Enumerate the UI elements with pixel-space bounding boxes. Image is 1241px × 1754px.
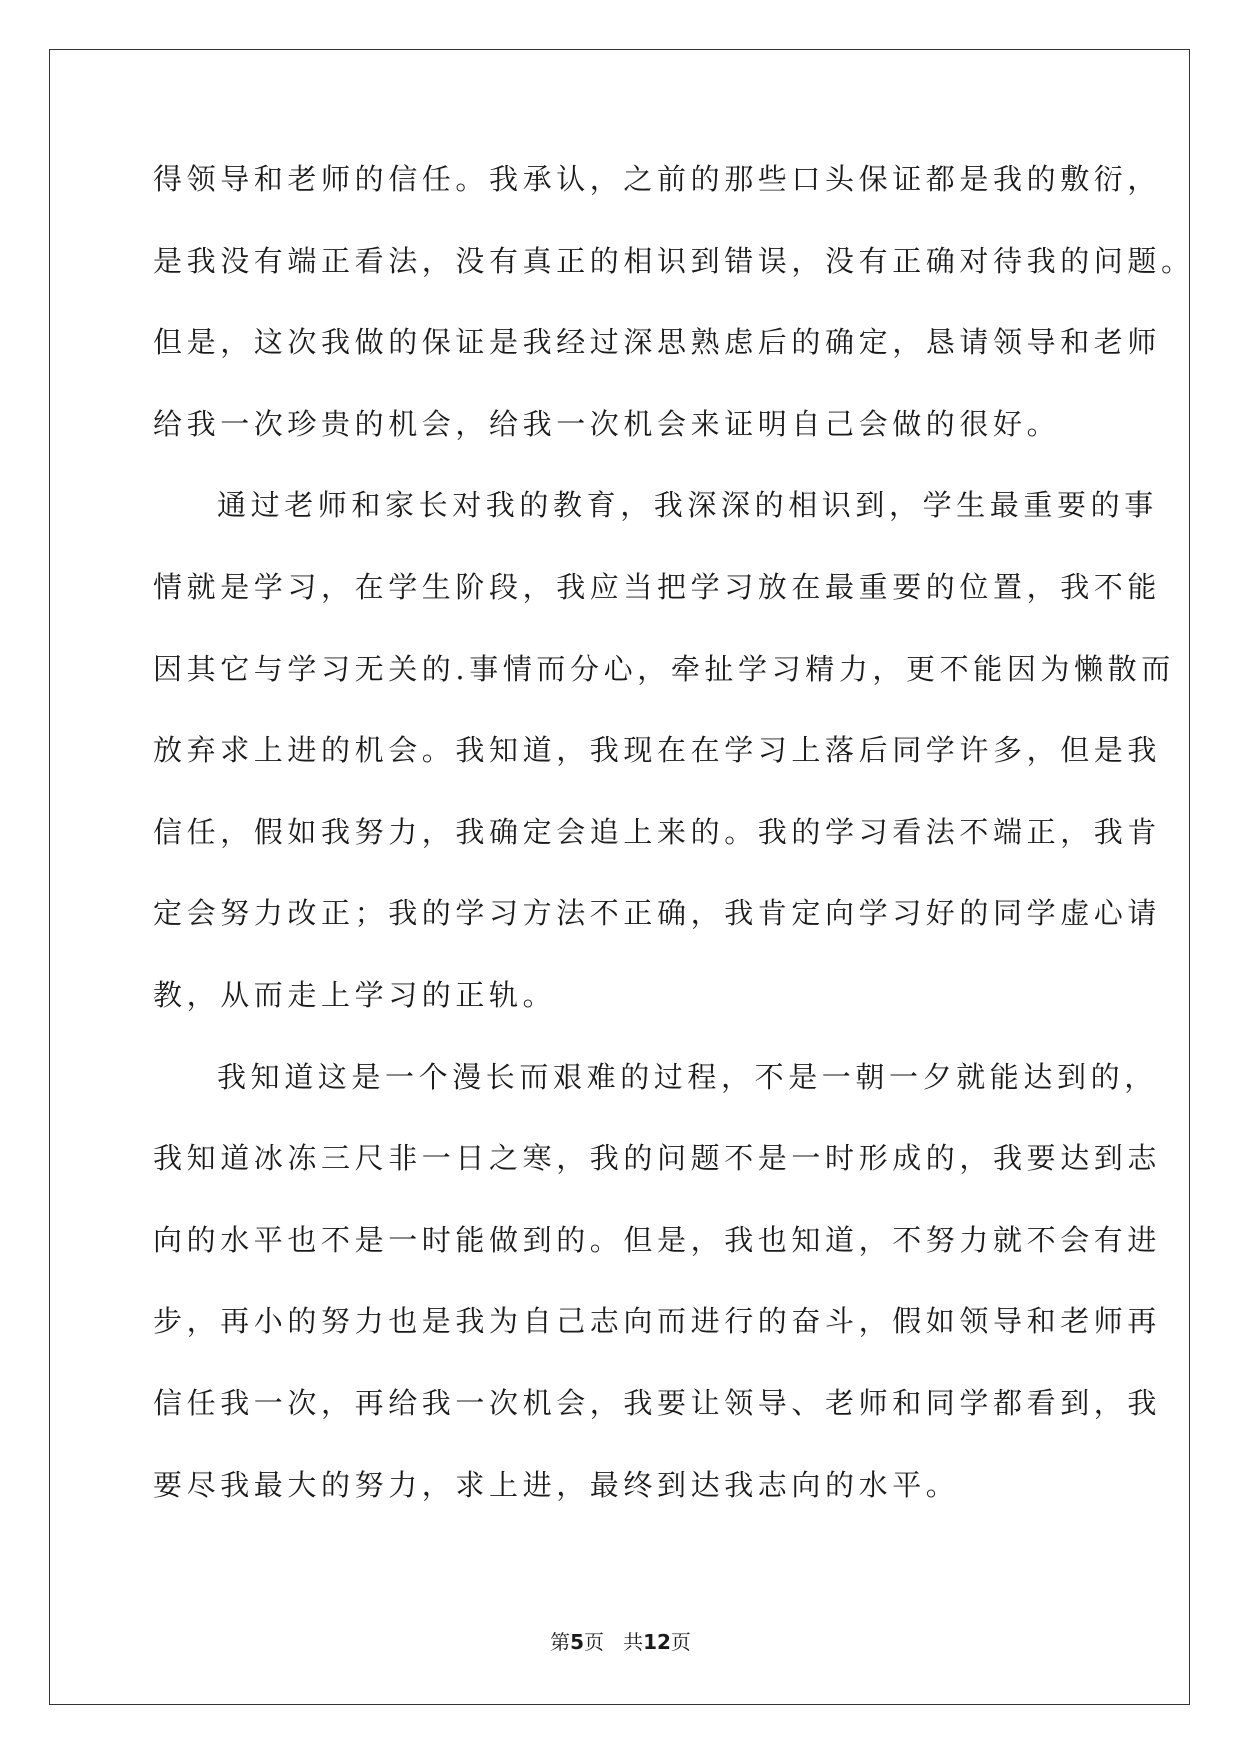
page-prefix: 第 — [550, 1630, 571, 1654]
text-line: 向的水平也不是一时能做到的。但是，我也知道，不努力就不会有进 — [153, 1222, 1162, 1257]
text-line: 通过老师和家长对我的教育，我深深的相识到，学生最重要的事 — [217, 488, 1158, 523]
text-line: 信任我一次，再给我一次机会，我要让领导、老师和同学都看到，我 — [153, 1385, 1162, 1420]
text-line: 但是，这次我做的保证是我经过深思熟虑后的确定，恳请领导和老师 — [153, 325, 1162, 360]
text-line: 得领导和老师的信任。我承认，之前的那些口头保证都是我的敷衍， — [153, 162, 1162, 196]
page-number: 5 — [570, 1630, 584, 1654]
total-prefix: 共 — [623, 1630, 644, 1654]
text-line: 给我一次珍贵的机会，给我一次机会来证明自己会做的很好。 — [153, 406, 1061, 441]
text-line: 我知道这是一个漫长而艰难的过程，不是一朝一夕就能达到的， — [217, 1059, 1158, 1094]
text-line: 要尽我最大的努力，求上进，最终到达我志向的水平。 — [153, 1467, 960, 1502]
text-line: 定会努力改正；我的学习方法不正确，我肯定向学习好的同学虚心请 — [153, 896, 1162, 931]
text-line: 信任，假如我努力，我确定会追上来的。我的学习看法不端正，我肯 — [153, 814, 1162, 849]
total-pages: 12 — [643, 1630, 671, 1654]
text-line: 是我没有端正看法，没有真正的相识到错误，没有正确对待我的问题。 — [153, 243, 1195, 278]
text-line: 情就是学习，在学生阶段，我应当把学习放在最重要的位置，我不能 — [153, 569, 1162, 604]
page-suffix: 页 — [584, 1630, 604, 1654]
text-line: 我知道冰冻三尺非一日之寒，我的问题不是一时形成的，我要达到志 — [153, 1141, 1162, 1176]
page-footer — [0, 1630, 1241, 1654]
document-body — [153, 162, 1195, 1551]
text-line: 放弃求上进的机会。我知道，我现在在学习上落后同学许多，但是我 — [153, 733, 1162, 768]
text-line: 因其它与学习无关的.事情而分心，牵扯学习精力，更不能因为懒散而 — [153, 651, 1175, 686]
total-suffix: 页 — [670, 1630, 691, 1654]
text-line: 步，再小的努力也是我为自己志向而进行的奋斗，假如领导和老师再 — [153, 1304, 1162, 1339]
text-line: 教，从而走上学习的正轨。 — [153, 977, 557, 1012]
